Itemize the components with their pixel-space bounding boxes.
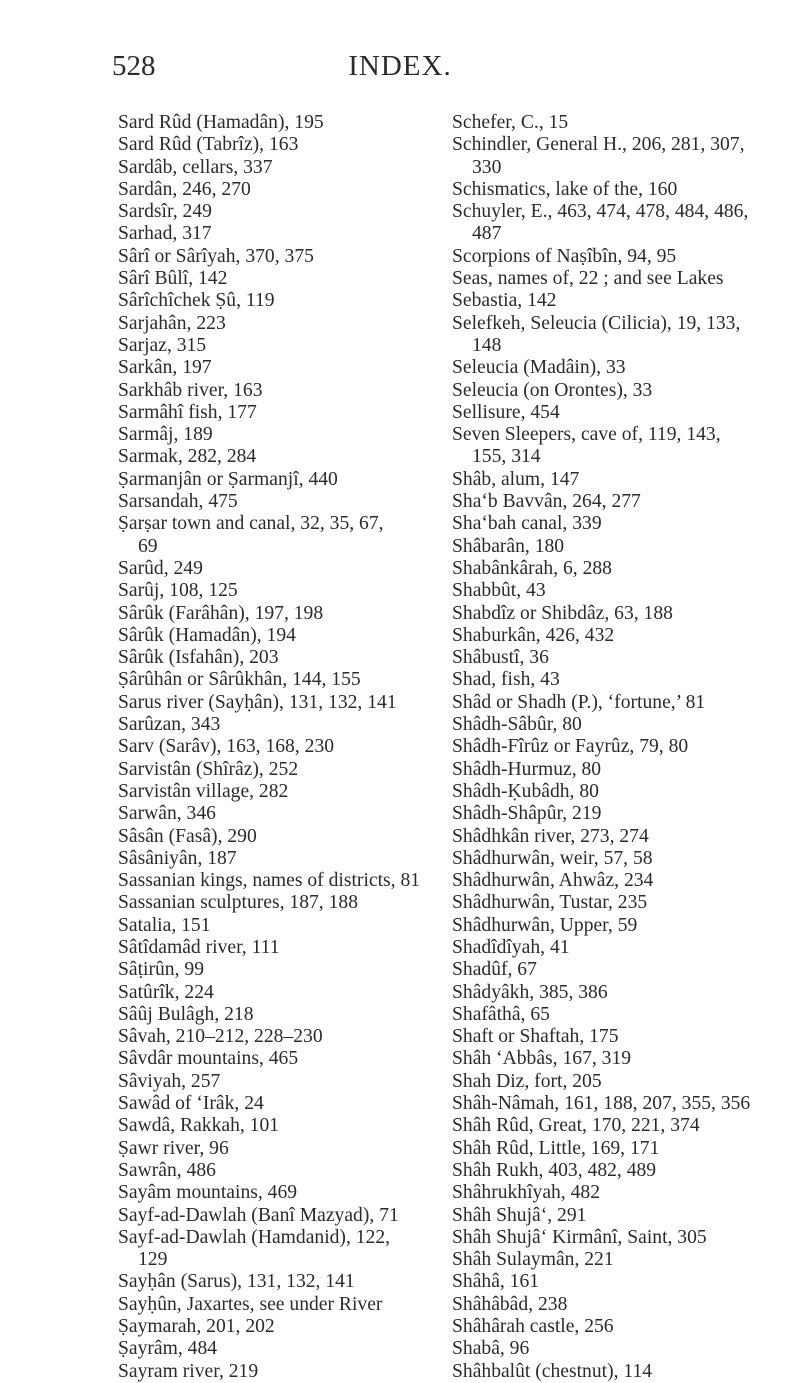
index-entry-text: Shadîdîyah, 41	[452, 936, 570, 958]
index-entry	[118, 603, 438, 625]
index-entry	[452, 1115, 792, 1137]
index-entry-text: Ṣarmanjân or Ṣarmanjî, 440	[118, 468, 338, 490]
index-entry	[118, 781, 438, 803]
index-entry	[118, 134, 438, 156]
index-entry-text: Seleucia (on Orontes), 33	[452, 379, 653, 401]
index-entry	[452, 112, 792, 134]
index-entry	[118, 290, 438, 312]
index-entry-text: Shâdh-Ḳubâdh, 80	[452, 780, 599, 802]
index-entry	[452, 402, 792, 424]
index-entry	[118, 1361, 438, 1383]
index-entry-text: Sarkhâb river, 163	[118, 379, 263, 401]
index-entry	[452, 357, 792, 379]
index-entry	[452, 1026, 792, 1048]
index-entry	[452, 513, 792, 535]
index-entry	[118, 558, 438, 580]
index-entry	[118, 1182, 438, 1204]
index-entry-text: Sarkân, 197	[118, 357, 212, 379]
index-entry	[452, 937, 792, 959]
index-entry	[118, 513, 438, 558]
index-entry-text: Sha‘b Bavvân, 264, 277	[452, 491, 641, 513]
index-entry-text: Sârûk (Isfahân), 203	[118, 647, 279, 669]
index-entry	[118, 759, 438, 781]
index-entry	[118, 1316, 438, 1338]
index-entry	[452, 647, 792, 669]
index-entry-text: Sard Rûd (Hamadân), 195	[118, 112, 324, 133]
index-entry-text: Sârî or Sârîyah, 370, 375	[118, 245, 314, 267]
index-entry-text: Sarvistân (Shîrâz), 252	[118, 758, 299, 780]
index-entry-text: Sawâd of ‘Irâk, 24	[118, 1093, 264, 1115]
index-entry	[452, 380, 792, 402]
index-entry	[452, 625, 792, 647]
index-entry	[452, 959, 792, 981]
index-entry-text: Sâtîdamâd river, 111	[118, 936, 280, 958]
index-entry-text: Shabbût, 43	[452, 580, 546, 602]
index-entry-text: Shâhâbâd, 238	[452, 1293, 568, 1315]
index-entry-text: Sarsandah, 475	[118, 491, 238, 513]
index-entry-text: Shâdhurwân, Upper, 59	[452, 914, 638, 936]
index-entry-text: Shâh-Nâmah, 161, 188, 207, 355, 356	[452, 1093, 751, 1115]
index-entry-continuation: 155, 314	[472, 446, 541, 468]
index-entry	[118, 179, 438, 201]
index-entry-continuation: 129	[138, 1249, 168, 1271]
index-entry	[452, 1048, 792, 1070]
index-entry	[452, 1071, 792, 1093]
index-entry-text: Sarmak, 282, 284	[118, 446, 257, 468]
index-entry	[118, 714, 438, 736]
index-entry-text: Sebastia, 142	[452, 290, 557, 312]
index-entry-text: Sârî Bûlî, 142	[118, 268, 228, 290]
index-entry	[118, 246, 438, 268]
index-entry-text: Sâvdâr mountains, 465	[118, 1048, 299, 1070]
index-entry	[118, 1160, 438, 1182]
index-entry	[452, 1271, 792, 1293]
index-entry-text: Shâh Sulaymân, 221	[452, 1249, 614, 1271]
index-entry-text: Sâvah, 210–212, 228–230	[118, 1026, 323, 1048]
index-entry	[452, 1338, 792, 1360]
index-entry-text: Shaburkân, 426, 432	[452, 624, 615, 646]
index-entry	[452, 892, 792, 914]
index-entry	[118, 625, 438, 647]
index-entry-text: Shâhârah castle, 256	[452, 1316, 614, 1338]
index-entry	[118, 223, 438, 245]
index-entry-text: Sayâm mountains, 469	[118, 1182, 298, 1204]
index-entry-text: Sard Rûd (Tabrîz), 163	[118, 134, 299, 156]
index-entry-text: Satalia, 151	[118, 914, 211, 936]
page-number: 528	[112, 50, 156, 82]
index-entry-text: Shâdyâkh, 385, 386	[452, 981, 608, 1003]
index-entry-text: Scorpions of Naṣîbîn, 94, 95	[452, 245, 677, 267]
index-entry-text: Sarv (Sarâv), 163, 168, 230	[118, 736, 335, 758]
index-entry-text: Sarwân, 346	[118, 803, 216, 825]
index-entry	[118, 1338, 438, 1360]
index-entry	[452, 1160, 792, 1182]
index-entry-text: Shâh Shujâ‘ Kirmânî, Saint, 305	[452, 1226, 707, 1248]
index-entry	[118, 1115, 438, 1137]
index-entry-text: Schindler, General H., 206, 281, 307,	[452, 134, 745, 156]
index-entry	[452, 536, 792, 558]
index-entry	[118, 402, 438, 424]
index-entry-text: Shadûf, 67	[452, 959, 537, 981]
index-entry-text: Sârûk (Farâhân), 197, 198	[118, 602, 324, 624]
index-entry-text: Sha‘bah canal, 339	[452, 513, 602, 535]
index-entry-continuation: 487	[472, 223, 502, 245]
index-entry	[118, 424, 438, 446]
index-entry-text: Sardsîr, 249	[118, 201, 212, 223]
index-entry	[118, 826, 438, 848]
index-entry-text: Sardâb, cellars, 337	[118, 156, 273, 178]
index-entry	[452, 1138, 792, 1160]
index-entry-text: Sâsâniyân, 187	[118, 847, 237, 869]
index-entry	[118, 982, 438, 1004]
index-entry-text: Shad, fish, 43	[452, 669, 560, 691]
index-entry	[452, 603, 792, 625]
index-entry	[118, 491, 438, 513]
index-entry	[452, 424, 792, 469]
index-entry-text: Shâdhurwân, Ahwâz, 234	[452, 870, 654, 892]
index-entry	[452, 669, 792, 691]
index-entry-continuation: 330	[472, 156, 502, 178]
index-entry	[118, 1227, 438, 1272]
index-entry-text: Sayḥân (Sarus), 131, 132, 141	[118, 1271, 355, 1293]
index-entry-text: Sarvistân village, 282	[118, 780, 289, 802]
index-entry-text: Ṣârûhân or Sârûkhân, 144, 155	[118, 669, 361, 691]
index-entry-continuation: 69	[138, 535, 158, 557]
index-entry	[118, 647, 438, 669]
index-entry	[452, 736, 792, 758]
index-entry	[452, 469, 792, 491]
index-entry-text: Shâh Shujâ‘, 291	[452, 1204, 587, 1226]
index-entry	[452, 134, 792, 179]
index-entry-text: Seven Sleepers, cave of, 119, 143,	[452, 424, 721, 446]
index-entry-text: Ṣarṣar town and canal, 32, 35, 67,	[118, 513, 384, 535]
index-entry-text: Shâdh-Hurmuz, 80	[452, 758, 602, 780]
index-entry-text: Shâhâ, 161	[452, 1271, 540, 1293]
index-entry	[452, 1093, 792, 1115]
index-entry-text: Shâdhurwân, weir, 57, 58	[452, 847, 653, 869]
index-entry-text: Sârûk (Hamadân), 194	[118, 624, 296, 646]
index-entry-text: Sawrân, 486	[118, 1159, 216, 1181]
index-entry-text: Sarûd, 249	[118, 557, 203, 579]
index-entry-text: Shâbarân, 180	[452, 535, 565, 557]
page-title: INDEX.	[348, 50, 452, 82]
index-entry-text: Shâh Rukh, 403, 482, 489	[452, 1159, 657, 1181]
index-entry	[118, 736, 438, 758]
index-entry	[118, 335, 438, 357]
index-entry-text: Sayḥûn, Jaxartes, see under River	[118, 1293, 383, 1315]
index-entry	[118, 1048, 438, 1070]
index-entry	[118, 380, 438, 402]
index-entry	[452, 1294, 792, 1316]
index-entry	[118, 469, 438, 491]
index-entry	[118, 446, 438, 468]
index-entry-text: Sarmâj, 189	[118, 424, 213, 446]
index-entry-continuation: 148	[472, 334, 502, 356]
index-entry-text: Sârîchîchek Ṣû, 119	[118, 290, 275, 312]
index-entry	[452, 692, 792, 714]
index-entry	[452, 558, 792, 580]
index-entry-text: Shâd or Shadh (P.), ‘fortune,’ 81	[452, 691, 706, 713]
index-entry	[118, 1138, 438, 1160]
index-entry-text: Shâhrukhîyah, 482	[452, 1182, 601, 1204]
index-entry	[452, 1182, 792, 1204]
index-entry-text: Sarjahân, 223	[118, 312, 226, 334]
index-entry	[452, 870, 792, 892]
index-entry	[118, 692, 438, 714]
index-entry	[118, 1205, 438, 1227]
index-entry-text: Shâbustî, 36	[452, 647, 549, 669]
index-entry-text: Shâb, alum, 147	[452, 468, 580, 490]
index-entry	[118, 1071, 438, 1093]
index-entry-text: Schismatics, lake of the, 160	[452, 178, 678, 200]
index-entry	[118, 870, 438, 892]
index-entry-text: Shâdh-Sâbûr, 80	[452, 714, 582, 736]
index-entry	[452, 1249, 792, 1271]
index-entry-text: Sayf-ad-Dawlah (Hamdanid), 122,	[118, 1226, 391, 1248]
index-entry	[452, 848, 792, 870]
index-entry-text: Shâdhurwân, Tustar, 235	[452, 892, 648, 914]
index-entry	[118, 268, 438, 290]
index-entry-text: Ṣawr river, 96	[118, 1137, 229, 1159]
index-entry	[452, 1316, 792, 1338]
index-entry	[452, 803, 792, 825]
index-entry-text: Shâh Rûd, Great, 170, 221, 374	[452, 1115, 700, 1137]
index-entry-text: Ṣaymarah, 201, 202	[118, 1316, 275, 1338]
index-entry	[118, 580, 438, 602]
index-entry-text: Sayram river, 219	[118, 1360, 259, 1382]
index-entry	[118, 669, 438, 691]
index-entry	[452, 1227, 792, 1249]
index-entry-text: Schuyler, E., 463, 474, 478, 484, 486,	[452, 201, 749, 223]
index-entry-text: Shafâthâ, 65	[452, 1003, 550, 1025]
index-entry	[452, 491, 792, 513]
index-entry	[452, 714, 792, 736]
page-header	[0, 50, 800, 90]
index-entry	[452, 915, 792, 937]
index-entry	[118, 357, 438, 379]
index-entry	[118, 803, 438, 825]
index-entry-text: Sellisure, 454	[452, 401, 560, 423]
index-entry-text: Shah Diz, fort, 205	[452, 1070, 602, 1092]
index-entry-text: Ṣayrâm, 484	[118, 1338, 218, 1360]
index-entry	[452, 1361, 792, 1383]
index-entry-text: Shâdhkân river, 273, 274	[452, 825, 649, 847]
index-entry	[118, 892, 438, 914]
index-entry-text: Shâh Rûd, Little, 169, 171	[452, 1137, 660, 1159]
index-entry-text: Sâviyah, 257	[118, 1070, 221, 1092]
index-entry-text: Sâṭirûn, 99	[118, 959, 204, 981]
index-entry-text: Sarus river (Sayḥân), 131, 132, 141	[118, 691, 397, 713]
index-entry-text: Shâh ‘Abbâs, 167, 319	[452, 1048, 632, 1070]
index-entry-text: Satûrîk, 224	[118, 981, 214, 1003]
index-entry	[452, 201, 792, 246]
index-column-left	[118, 112, 438, 1383]
index-entry-text: Sassanian sculptures, 187, 188	[118, 892, 358, 914]
index-entry	[118, 157, 438, 179]
index-entry	[118, 1026, 438, 1048]
index-entry	[118, 937, 438, 959]
index-entry-text: Schefer, C., 15	[452, 112, 569, 133]
index-entry	[118, 1093, 438, 1115]
index-entry	[452, 313, 792, 358]
index-entry-text: Shabânkârah, 6, 288	[452, 557, 612, 579]
index-entry-text: Sarûzan, 343	[118, 714, 221, 736]
index-entry-text: Sarmâhî fish, 177	[118, 401, 257, 423]
index-entry	[452, 781, 792, 803]
index-entry-text: Sarhad, 317	[118, 223, 212, 245]
index-column-right	[452, 112, 792, 1383]
index-entry-text: Sayf-ad-Dawlah (Banî Mazyad), 71	[118, 1204, 399, 1226]
index-entry-text: Shâdh-Fîrûz or Fayrûz, 79, 80	[452, 736, 689, 758]
index-entry-text: Shaft or Shaftah, 175	[452, 1026, 619, 1048]
index-entry	[118, 915, 438, 937]
index-entry	[452, 268, 792, 290]
index-entry	[118, 201, 438, 223]
index-entry-text: Sawdâ, Rakkah, 101	[118, 1115, 280, 1137]
index-entry	[452, 580, 792, 602]
index-entry-text: Sarûj, 108, 125	[118, 580, 238, 602]
index-entry-text: Shabdîz or Shibdâz, 63, 188	[452, 602, 673, 624]
index-entry-text: Seleucia (Madâin), 33	[452, 357, 626, 379]
index-entry	[452, 246, 792, 268]
index-entry	[118, 1294, 438, 1316]
index-entry	[452, 179, 792, 201]
index-entry-text: Sâûj Bulâgh, 218	[118, 1003, 254, 1025]
index-entry-text: Shabâ, 96	[452, 1338, 530, 1360]
index-entry-text: Sâsân (Fasâ), 290	[118, 825, 257, 847]
index-entry-text: Shâdh-Shâpûr, 219	[452, 803, 602, 825]
index-entry	[452, 1004, 792, 1026]
index-entry	[452, 1205, 792, 1227]
index-entry	[118, 959, 438, 981]
index-entry	[452, 290, 792, 312]
index-entry-text: Sarjaz, 315	[118, 334, 207, 356]
index-entry	[118, 848, 438, 870]
index-entry	[118, 1271, 438, 1293]
index-entry	[118, 1004, 438, 1026]
index-entry-text: Sassanian kings, names of districts, 81	[118, 870, 421, 892]
index-entry	[452, 759, 792, 781]
index-entry-text: Shâhbalût (chestnut), 114	[452, 1360, 653, 1382]
index-entry-text: Sardân, 246, 270	[118, 178, 251, 200]
index-entry-text: Selefkeh, Seleucia (Cilicia), 19, 133,	[452, 312, 741, 334]
index-entry	[452, 826, 792, 848]
index-entry	[118, 313, 438, 335]
index-entry	[452, 982, 792, 1004]
index-entry-text: Seas, names of, 22 ; and see Lakes	[452, 268, 724, 290]
index-entry	[118, 112, 438, 134]
